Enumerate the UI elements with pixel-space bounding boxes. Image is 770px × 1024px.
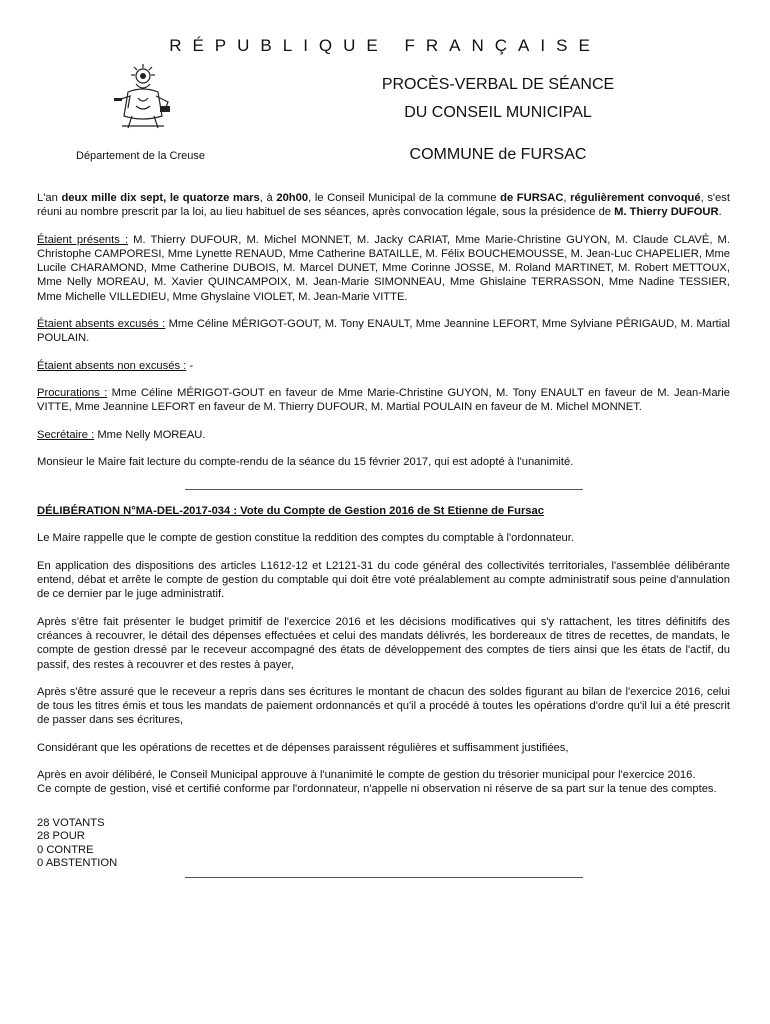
absents-excuses-paragraph (37, 317, 730, 346)
intro-text: L'an (37, 192, 62, 204)
vote-contre: 0 CONTRE (37, 843, 94, 856)
conclusion-approval: Après en avoir délibéré, le Conseil Municipal approuve à l'unanimité le compte de gestion du trésorier municipal pour l'exercice 2016. (37, 769, 696, 782)
presents-label: Étaient présents : (37, 233, 129, 246)
vote-results (37, 817, 730, 871)
minutes-title: PROCÈS-VERBAL DE SÉANCE (381, 76, 615, 93)
secretaire-label: Secrétaire : (37, 428, 95, 441)
lecture-paragraph: Monsieur le Maire fait lecture du compte-rendu de la séance du 15 février 2017, qui est adopté à l'unanimité. (37, 455, 574, 468)
absents-non-excuses-label: Étaient absents non excusés : (37, 359, 187, 372)
intro-paragraph (37, 191, 730, 220)
commune-title: COMMUNE de FURSAC (409, 146, 587, 163)
intro-text: , à (259, 192, 277, 204)
intro-text: , le Conseil Municipal de la commune (308, 192, 501, 204)
intro-text: , (563, 192, 571, 204)
deliberation-paragraph: Le Maire rappelle que le compte de gestion constitue la reddition des comptes du comptable à l'ordonnateur. (37, 532, 574, 545)
presents-paragraph (37, 233, 730, 304)
intro-president: M. Thierry DUFOUR (614, 206, 719, 219)
intro-text: , s'est réuni au nombre prescrit par la loi, au lieu habituel de ses séances, après convocation légale, sous la présidence de (37, 192, 730, 219)
absents-excuses-list: Mme Céline MÉRIGOT-GOUT, M. Tony ENAULT, Mme Jeannine LEFORT, Mme Sylviane PÉRIGAUD, M. Martial POULAIN. (37, 318, 730, 345)
intro-commune: de FURSAC (500, 192, 564, 204)
absents-excuses-label: Étaient absents excusés : (37, 318, 166, 331)
vote-abstention: 0 ABSTENTION (37, 857, 118, 870)
intro-convened: régulièrement convoqué (570, 192, 701, 204)
secretaire-name: Mme Nelly MOREAU. (94, 428, 206, 441)
secretaire-paragraph (37, 428, 730, 442)
department-label: Département de la Creuse (76, 150, 206, 162)
vote-votants: 28 VOTANTS (37, 816, 105, 829)
deliberation-conclusion (37, 768, 730, 797)
presents-list: M. Thierry DUFOUR, M. Michel MONNET, M. Jacky CARIAT, Mme Marie-Christine GUYON, M. Claude CLAVÉ, M. Christophe CAMPORESI, Mme Lynette RENAUD, Mme Catherine BATAILLE, M. Félix BOUCHEMOUSSE, M. Jean-Luc CHAPELIER, Mme Lucile CHARAMOND, Mme Catherine DUBOIS, M. Marcel DUNET, Mme Corinne JOSSE, M. Roland MARTINET, M. Robert METTOUX, Mme Nelly MOREAU, M. Xavier QUINCAMPOIX, M. Jean-Marie SIMONNEAU, Mme Ghislaine TERRASSON, Mme Nadine TESSIER, Mme Michelle VILLEDIEU, Mme Ghyslaine VIOLET, M. Jean-Marie VITTE. (37, 233, 730, 303)
deliberation-paragraph: Après s'être fait présenter le budget primitif de l'exercice 2016 et les décisions modificatives qui s'y rattachent, les titres définitifs des créances à recouvrer, le détail des dépenses effectuées et celui des mandats délivrés, les bordereaux de titres de recettes, de mandats, le compte de gestion dressé par le receveur accompagné des états de développement des comptes de tiers ainsi que les états de l'actif, du passif, des restes à recouvrer et des restes à payer, (37, 615, 730, 671)
deliberation-paragraph: En application des dispositions des articles L1612-12 et L2121-31 du code général des collectivités territoriales, l'assemblée délibérante entend, débat et arrête le compte de gestion du comptable qui doit être voté préalablement au compte administratif sous peine d'annulation de ce dernier par le juge administratif. (37, 559, 730, 601)
procurations-label: Procurations : (37, 386, 108, 399)
intro-date: deux mille dix sept, le quatorze mars (61, 192, 260, 204)
section-divider (185, 489, 583, 490)
marianne-seal-logo (108, 62, 178, 134)
intro-text: . (718, 206, 722, 219)
deliberation-title: DÉLIBÉRATION N°MA-DEL-2017-034 : Vote du Compte de Gestion 2016 de St Etienne de Fursac (37, 505, 544, 518)
absents-non-excuses-paragraph (37, 359, 730, 373)
deliberation-paragraph: Considérant que les opérations de recettes et de dépenses paraissent régulières et suffisamment justifiées, (37, 741, 569, 754)
absents-non-excuses-list: - (186, 359, 194, 372)
conclusion-certification: Ce compte de gestion, visé et certifié conforme par l'ordonnateur, n'appelle ni observation ni réserve de sa part sur la tenue des comptes. (37, 783, 717, 796)
procurations-paragraph (37, 386, 730, 415)
deliberation-paragraph: Après s'être assuré que le receveur a repris dans ses écritures le montant de chacun des soldes figurant au bilan de l'exercice 2016, celui de tous les titres émis et tous les mandats de paiement ordonnancés et qu'il a procédé à toutes les opérations d'ordre qu'il lui a été prescrit de passer dans ses écritures, (37, 685, 730, 727)
procurations-list: Mme Céline MÉRIGOT-GOUT en faveur de Mme Marie-Christine GUYON, M. Tony ENAULT en faveur de M. Jean-Marie VITTE, Mme Jeannine LEFORT en faveur de M. Thierry DUFOUR, M. Martial POULAIN en faveur de M. Michel MONNET. (37, 386, 730, 414)
vote-pour: 28 POUR (37, 830, 85, 843)
intro-time: 20h00 (276, 192, 309, 204)
header-republic: RÉPUBLIQUE FRANÇAISE (169, 36, 601, 55)
document-body (37, 191, 730, 878)
section-divider (185, 877, 583, 878)
council-title: DU CONSEIL MUNICIPAL (404, 104, 592, 121)
